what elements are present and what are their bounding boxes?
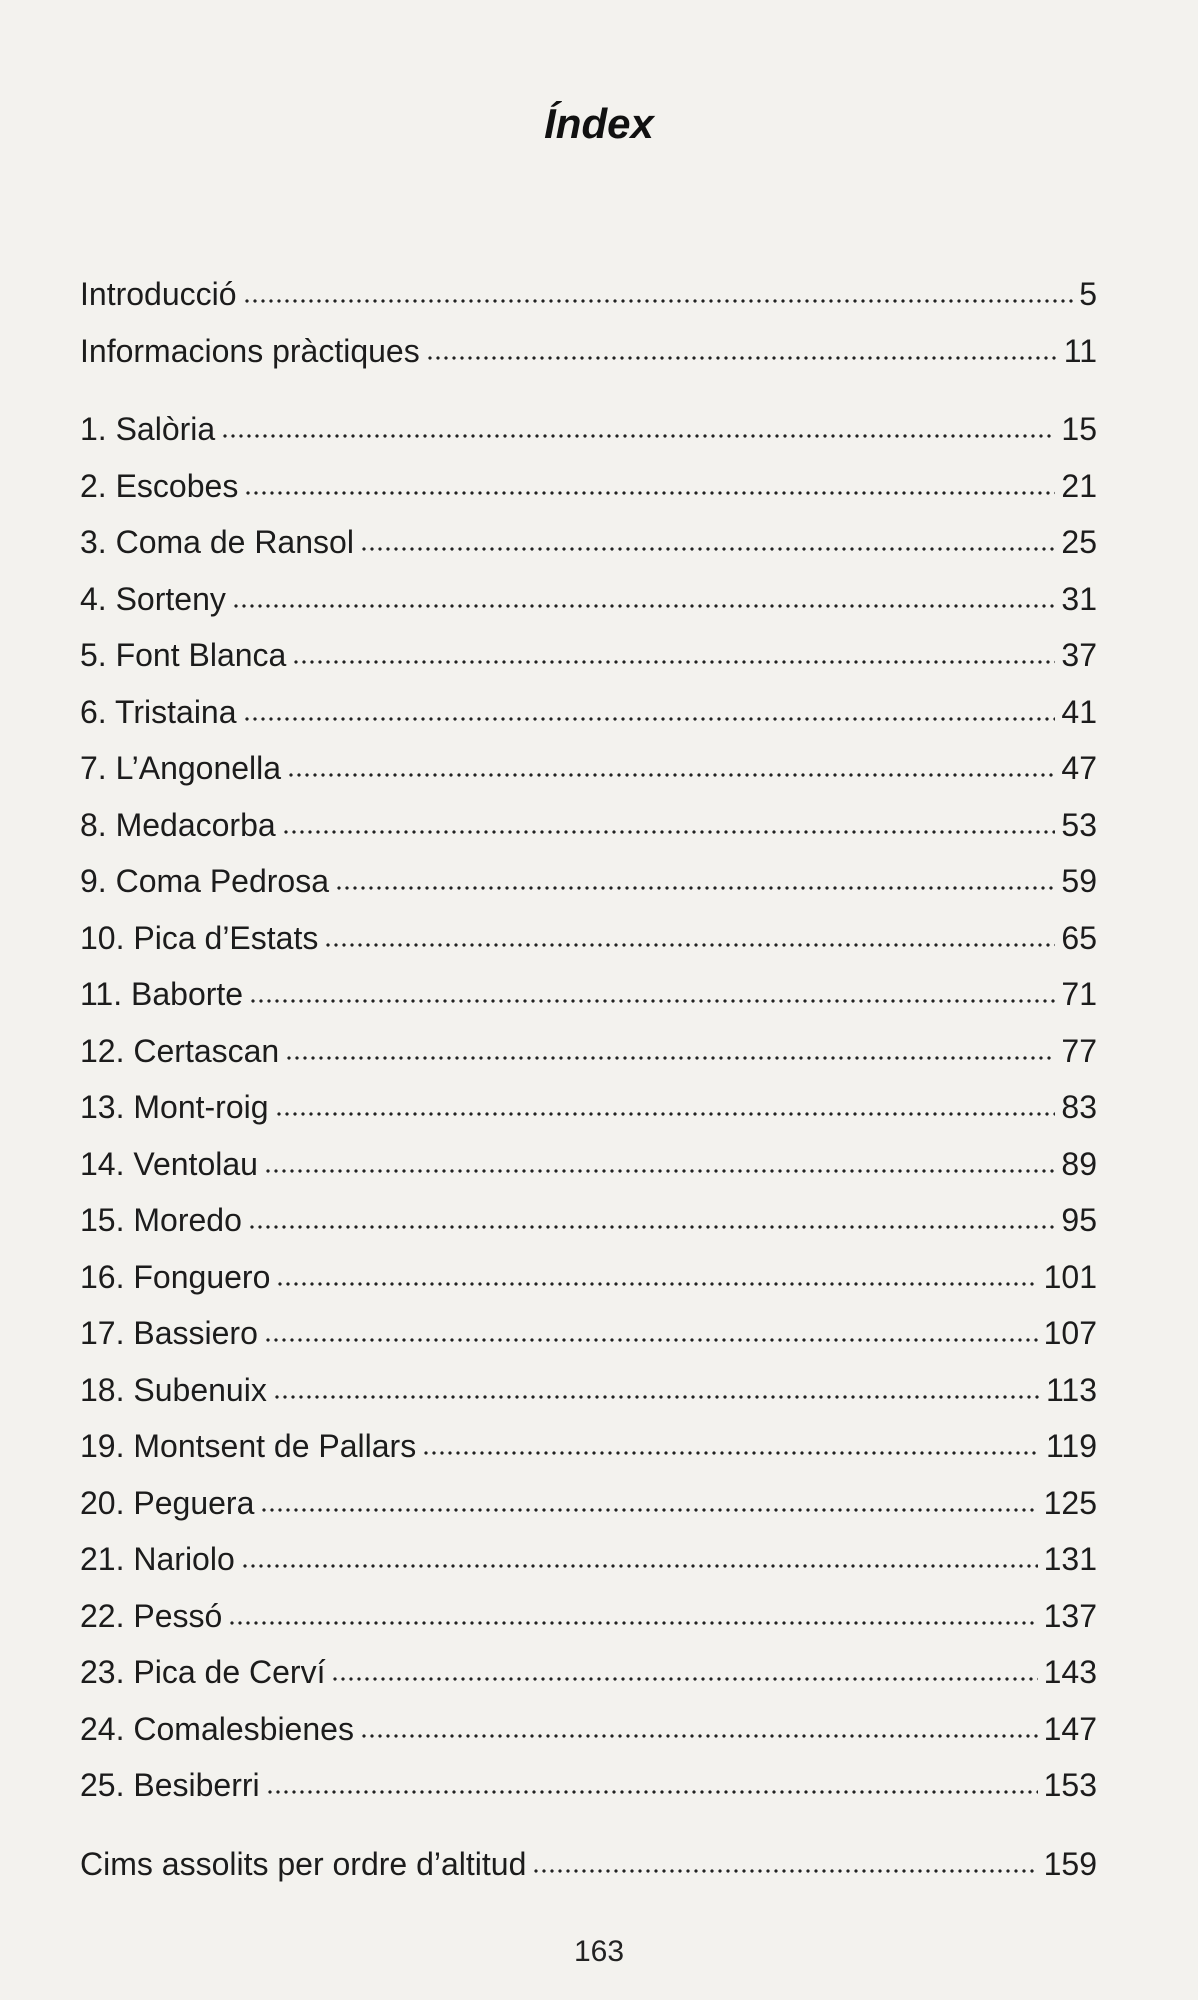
toc-entry	[80, 1087, 1097, 1127]
toc-entry	[80, 466, 1097, 506]
toc-entry-label: 16. Fonguero	[80, 1259, 271, 1295]
toc-entry	[80, 748, 1097, 788]
dot-leader	[266, 1787, 1038, 1797]
toc-entry	[80, 692, 1097, 732]
toc-entry-label: 23. Pica de Cerví	[80, 1654, 326, 1690]
toc-entry-label: 4. Sorteny	[80, 581, 226, 617]
dot-leader	[324, 940, 1055, 950]
toc-entry-label: 25. Besiberri	[80, 1767, 260, 1803]
dot-leader	[285, 1053, 1055, 1063]
toc-entry-page: 71	[1061, 976, 1097, 1012]
toc-entry-label: 2. Escobes	[80, 468, 239, 504]
dot-leader	[360, 1731, 1038, 1741]
toc-entry-label: 18. Subenuix	[80, 1372, 267, 1408]
toc-entry-page: 131	[1043, 1541, 1097, 1577]
dot-leader	[276, 1279, 1037, 1289]
toc-entry-label: 6. Tristaina	[80, 694, 237, 730]
dot-leader	[221, 431, 1055, 441]
toc-entry	[80, 635, 1097, 675]
dot-leader	[331, 1674, 1037, 1684]
toc-entry-page: 15	[1061, 411, 1097, 447]
dot-leader	[232, 601, 1056, 611]
toc-entry-label: 17. Bassiero	[80, 1315, 258, 1351]
toc-entry-label: 8. Medacorba	[80, 807, 276, 843]
toc-entry-page: 21	[1061, 468, 1097, 504]
toc-entry-label: 9. Coma Pedrosa	[80, 863, 330, 899]
toc-entry-label: 11. Baborte	[80, 976, 244, 1012]
dot-leader	[249, 996, 1055, 1006]
toc-entry-label: 10. Pica d’Estats	[80, 920, 319, 956]
toc-entry-page: 137	[1043, 1598, 1097, 1634]
toc-entry	[80, 1652, 1097, 1692]
dot-leader	[241, 1561, 1038, 1571]
toc-entry-label: 22. Pessó	[80, 1598, 223, 1634]
toc-entry	[80, 1144, 1097, 1184]
toc-entry	[80, 274, 1097, 314]
dot-leader	[248, 1222, 1056, 1232]
toc-entry-label: 15. Moredo	[80, 1202, 242, 1238]
dot-leader	[273, 1392, 1040, 1402]
toc-entry-page: 31	[1061, 581, 1097, 617]
toc-entry-page: 159	[1043, 1846, 1097, 1882]
toc-entry	[80, 805, 1097, 845]
dot-leader	[260, 1505, 1037, 1515]
dot-leader	[275, 1109, 1056, 1119]
toc-entry-page: 101	[1043, 1259, 1097, 1295]
dot-leader	[532, 1866, 1037, 1876]
dot-leader	[228, 1618, 1037, 1628]
toc-entry-label: Cims assolits per ordre d’altitud	[80, 1846, 527, 1882]
toc-entry-page: 107	[1043, 1315, 1097, 1351]
toc-entry	[80, 918, 1097, 958]
toc-entry-page: 11	[1063, 333, 1097, 369]
toc-entry	[80, 1483, 1097, 1523]
dot-leader	[287, 770, 1055, 780]
toc-entry-label: 19. Montsent de Pallars	[80, 1428, 417, 1464]
dot-leader	[422, 1448, 1040, 1458]
toc-entry-page: 53	[1061, 807, 1097, 843]
toc-entry	[80, 1200, 1097, 1240]
dot-leader	[282, 827, 1056, 837]
dot-leader	[243, 296, 1074, 306]
toc-entry	[80, 974, 1097, 1014]
toc-entry-page: 143	[1043, 1654, 1097, 1690]
toc-entry-page: 59	[1061, 863, 1097, 899]
toc-entry-label: 3. Coma de Ransol	[80, 524, 354, 560]
toc-entry-page: 65	[1061, 920, 1097, 956]
toc-entry	[80, 1844, 1097, 1884]
dot-leader	[264, 1166, 1055, 1176]
toc-entry	[80, 861, 1097, 901]
toc-entry	[80, 522, 1097, 562]
toc-entry-label: 21. Nariolo	[80, 1541, 235, 1577]
toc-entry-page: 5	[1079, 276, 1097, 312]
toc-entry-label: 13. Mont-roig	[80, 1089, 269, 1125]
toc-entry-page: 113	[1045, 1372, 1097, 1408]
toc-entry-page: 89	[1061, 1146, 1097, 1182]
toc-entry-page: 47	[1061, 750, 1097, 786]
toc-entry-page: 153	[1043, 1767, 1097, 1803]
toc-entry-page: 37	[1061, 637, 1097, 673]
toc-entry-page: 25	[1061, 524, 1097, 560]
toc-entry-page: 125	[1043, 1485, 1097, 1521]
toc-entry	[80, 409, 1097, 449]
toc-entry-label: 7. L’Angonella	[80, 750, 282, 786]
toc-entry	[80, 331, 1097, 371]
dot-leader	[360, 544, 1055, 554]
toc-entry-page: 119	[1045, 1428, 1097, 1464]
toc-entry-page: 83	[1061, 1089, 1097, 1125]
page-number: 163	[573, 1935, 625, 1968]
page-title: Índex	[544, 100, 654, 147]
toc-entry-label: Informacions pràctiques	[80, 333, 420, 369]
toc-entry	[80, 1596, 1097, 1636]
dot-leader	[243, 714, 1056, 724]
toc-entry	[80, 1709, 1097, 1749]
toc-entry-page: 41	[1061, 694, 1097, 730]
toc-entry	[80, 1313, 1097, 1353]
toc-entry-label: 24. Comalesbienes	[80, 1711, 354, 1747]
toc-entry-label: 14. Ventolau	[80, 1146, 258, 1182]
toc-entry-label: 5. Font Blanca	[80, 637, 287, 673]
toc-entry	[80, 1539, 1097, 1579]
toc-entry	[80, 1426, 1097, 1466]
dot-leader	[264, 1335, 1038, 1345]
toc-entry	[80, 1031, 1097, 1071]
toc-entry	[80, 1257, 1097, 1297]
dot-leader	[244, 488, 1055, 498]
toc-entry	[80, 1370, 1097, 1410]
toc-entry-page: 77	[1061, 1033, 1097, 1069]
toc-entry-label: 1. Salòria	[80, 411, 216, 447]
dot-leader	[292, 657, 1055, 667]
toc-entry	[80, 1765, 1097, 1805]
dot-leader	[335, 883, 1055, 893]
dot-leader	[426, 353, 1058, 363]
toc-entry-page: 147	[1043, 1711, 1097, 1747]
toc-entry-label: 20. Peguera	[80, 1485, 255, 1521]
toc-entry-page: 95	[1061, 1202, 1097, 1238]
toc-entry	[80, 579, 1097, 619]
toc-entry-label: Introducció	[80, 276, 237, 312]
toc-entry-label: 12. Certascan	[80, 1033, 280, 1069]
